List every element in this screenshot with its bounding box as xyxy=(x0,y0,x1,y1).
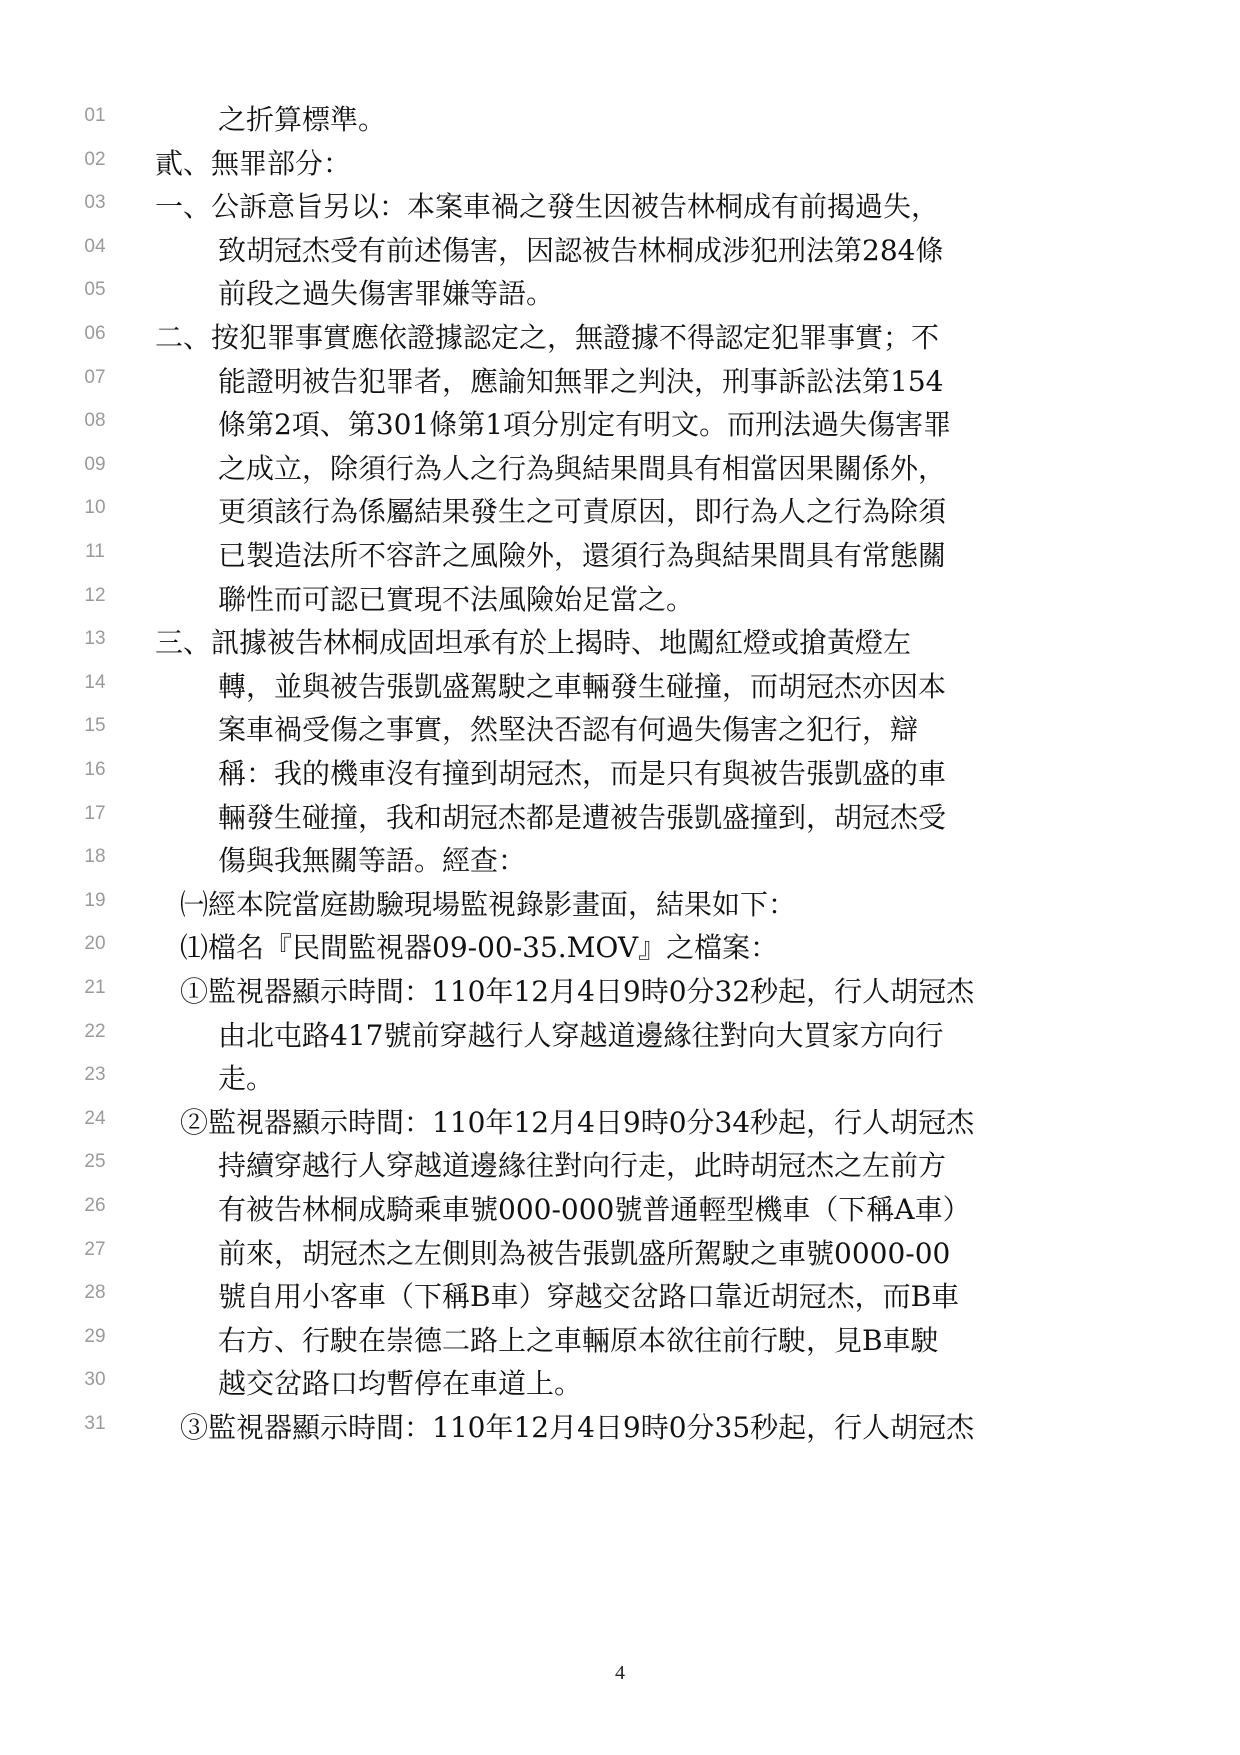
text-line xyxy=(0,880,1240,929)
text-line xyxy=(0,1141,1240,1190)
text-line xyxy=(0,313,1240,362)
page-number: 4 xyxy=(615,1662,625,1684)
line-number: 01 xyxy=(84,105,106,126)
line-text: 有被告林桐成騎乘車號000-000號普通輕型機車（下稱A車） xyxy=(218,1193,971,1226)
text-line xyxy=(0,357,1240,406)
text-line xyxy=(0,1229,1240,1278)
line-number: 15 xyxy=(84,715,106,737)
line-text: 稱：我的機車沒有撞到胡冠杰，而是只有與被告張凱盛的車 xyxy=(218,757,947,790)
text-line xyxy=(0,793,1240,842)
line-text: 傷與我無關等語。經查： xyxy=(218,844,527,878)
text-line xyxy=(0,531,1240,580)
line-text: 二、按犯罪事實應依證據認定之，無證據不得認定犯罪事實；不 xyxy=(155,321,940,354)
line-text: 由北屯路417號前穿越行人穿越道邊緣往對向大買家方向行 xyxy=(218,1018,944,1052)
text-line xyxy=(0,1185,1240,1234)
line-number: 24 xyxy=(84,1107,106,1129)
text-line xyxy=(0,1054,1240,1103)
line-text: 聯性而可認已實現不法風險始足當之。 xyxy=(218,582,695,616)
line-text: 案車禍受傷之事實，然堅決否認有何過失傷害之犯行，辯 xyxy=(218,713,919,747)
line-number: 11 xyxy=(85,541,105,562)
text-line xyxy=(0,139,1240,188)
line-text: 能證明被告犯罪者，應諭知無罪之判決，刑事訴訟法第154 xyxy=(218,364,944,398)
text-line xyxy=(0,923,1240,972)
text-line xyxy=(0,618,1240,667)
line-number: 12 xyxy=(84,584,106,606)
line-number: 16 xyxy=(84,759,106,780)
line-text: ①監視器顯示時間：110年12月4日9時0分32秒起，行人胡冠杰 xyxy=(180,975,975,1008)
line-text: 已製造法所不容許之風險外，還須行為與結果間具有常態關 xyxy=(218,539,947,572)
text-line xyxy=(0,749,1240,798)
line-number: 30 xyxy=(84,1369,106,1391)
text-line xyxy=(0,226,1240,275)
line-text: 三、訊據被告林桐成固坦承有於上揭時、地闖紅燈或搶黃燈左 xyxy=(155,626,912,660)
line-text: 之成立，除須行為人之行為與結果間具有相當因果關係外， xyxy=(218,451,947,485)
line-number: 17 xyxy=(84,802,106,824)
line-text: 之折算標準。 xyxy=(218,103,387,136)
line-number: 26 xyxy=(84,1195,106,1216)
line-text: ③監視器顯示時間：110年12月4日9時0分35秒起，行人胡冠杰 xyxy=(180,1411,975,1444)
line-number: 27 xyxy=(84,1238,106,1260)
line-text: 致胡冠杰受有前述傷害，因認被告林桐成涉犯刑法第284條 xyxy=(218,233,944,267)
line-text: 走。 xyxy=(218,1062,275,1096)
text-line xyxy=(0,269,1240,318)
line-number: 28 xyxy=(84,1282,106,1304)
text-line xyxy=(0,575,1240,624)
line-number: 04 xyxy=(84,235,106,257)
line-text: 一、公訴意旨另以：本案車禍之發生因被告林桐成有前揭過失， xyxy=(155,190,940,224)
text-line xyxy=(0,1316,1240,1365)
text-line xyxy=(0,182,1240,231)
line-number: 03 xyxy=(84,192,106,214)
line-number: 09 xyxy=(84,453,106,475)
line-number: 19 xyxy=(84,889,106,911)
line-text: 更須該行為係屬結果發生之可責原因，即行為人之行為除須 xyxy=(218,495,947,529)
line-number: 22 xyxy=(84,1020,106,1042)
line-number: 13 xyxy=(84,628,106,650)
text-line xyxy=(0,662,1240,711)
line-number: 25 xyxy=(84,1151,106,1173)
line-number: 07 xyxy=(84,366,106,388)
text-line xyxy=(0,1272,1240,1321)
line-number: 31 xyxy=(84,1413,106,1434)
line-text: ②監視器顯示時間：110年12月4日9時0分34秒起，行人胡冠杰 xyxy=(180,1105,975,1139)
line-number: 05 xyxy=(84,279,106,301)
line-text: 持續穿越行人穿越道邊緣往對向行走，此時胡冠杰之左前方 xyxy=(218,1149,947,1183)
text-line xyxy=(0,1403,1240,1452)
line-text: ⑴檔名『民間監視器09-00-35.MOV』之檔案： xyxy=(180,931,779,965)
line-number: 10 xyxy=(84,497,106,519)
line-number: 21 xyxy=(84,977,106,998)
line-text: 號自用小客車（下稱B車）穿越交岔路口靠近胡冠杰，而B車 xyxy=(218,1280,960,1314)
line-text: 越交岔路口均暫停在車道上。 xyxy=(218,1367,583,1401)
text-line xyxy=(0,487,1240,536)
text-line xyxy=(0,967,1240,1016)
line-text: 轉，並與被告張凱盛駕駛之車輛發生碰撞，而胡冠杰亦因本 xyxy=(218,669,947,703)
line-number: 02 xyxy=(84,148,106,170)
text-line xyxy=(0,1359,1240,1408)
line-text: ㈠經本院當庭勘驗現場監視錄影畫面，結果如下： xyxy=(180,887,797,921)
line-number: 06 xyxy=(84,323,106,344)
text-line xyxy=(0,1011,1240,1060)
line-text: 條第2項、第301條第1項分別定有明文。而刑法過失傷害罪 xyxy=(218,408,952,442)
line-text: 前來，胡冠杰之左側則為被告張凱盛所駕駛之車號0000-00 xyxy=(218,1236,951,1270)
line-text: 貳、無罪部分： xyxy=(155,146,352,180)
line-number: 29 xyxy=(84,1325,106,1347)
text-line xyxy=(0,444,1240,493)
line-number: 14 xyxy=(84,671,106,693)
line-text: 輛發生碰撞，我和胡冠杰都是遭被告張凱盛撞到，胡冠杰受 xyxy=(218,800,947,834)
line-number: 23 xyxy=(84,1064,106,1086)
line-number: 18 xyxy=(84,846,106,868)
text-line xyxy=(0,1098,1240,1147)
line-number: 20 xyxy=(84,933,106,955)
text-line xyxy=(0,95,1240,144)
text-line xyxy=(0,705,1240,754)
text-line xyxy=(0,400,1240,449)
line-text: 前段之過失傷害罪嫌等語。 xyxy=(218,277,555,311)
line-number: 08 xyxy=(84,410,106,432)
line-text: 右方、行駛在崇德二路上之車輛原本欲往前行駛，見B車駛 xyxy=(218,1323,939,1357)
text-line xyxy=(0,836,1240,885)
